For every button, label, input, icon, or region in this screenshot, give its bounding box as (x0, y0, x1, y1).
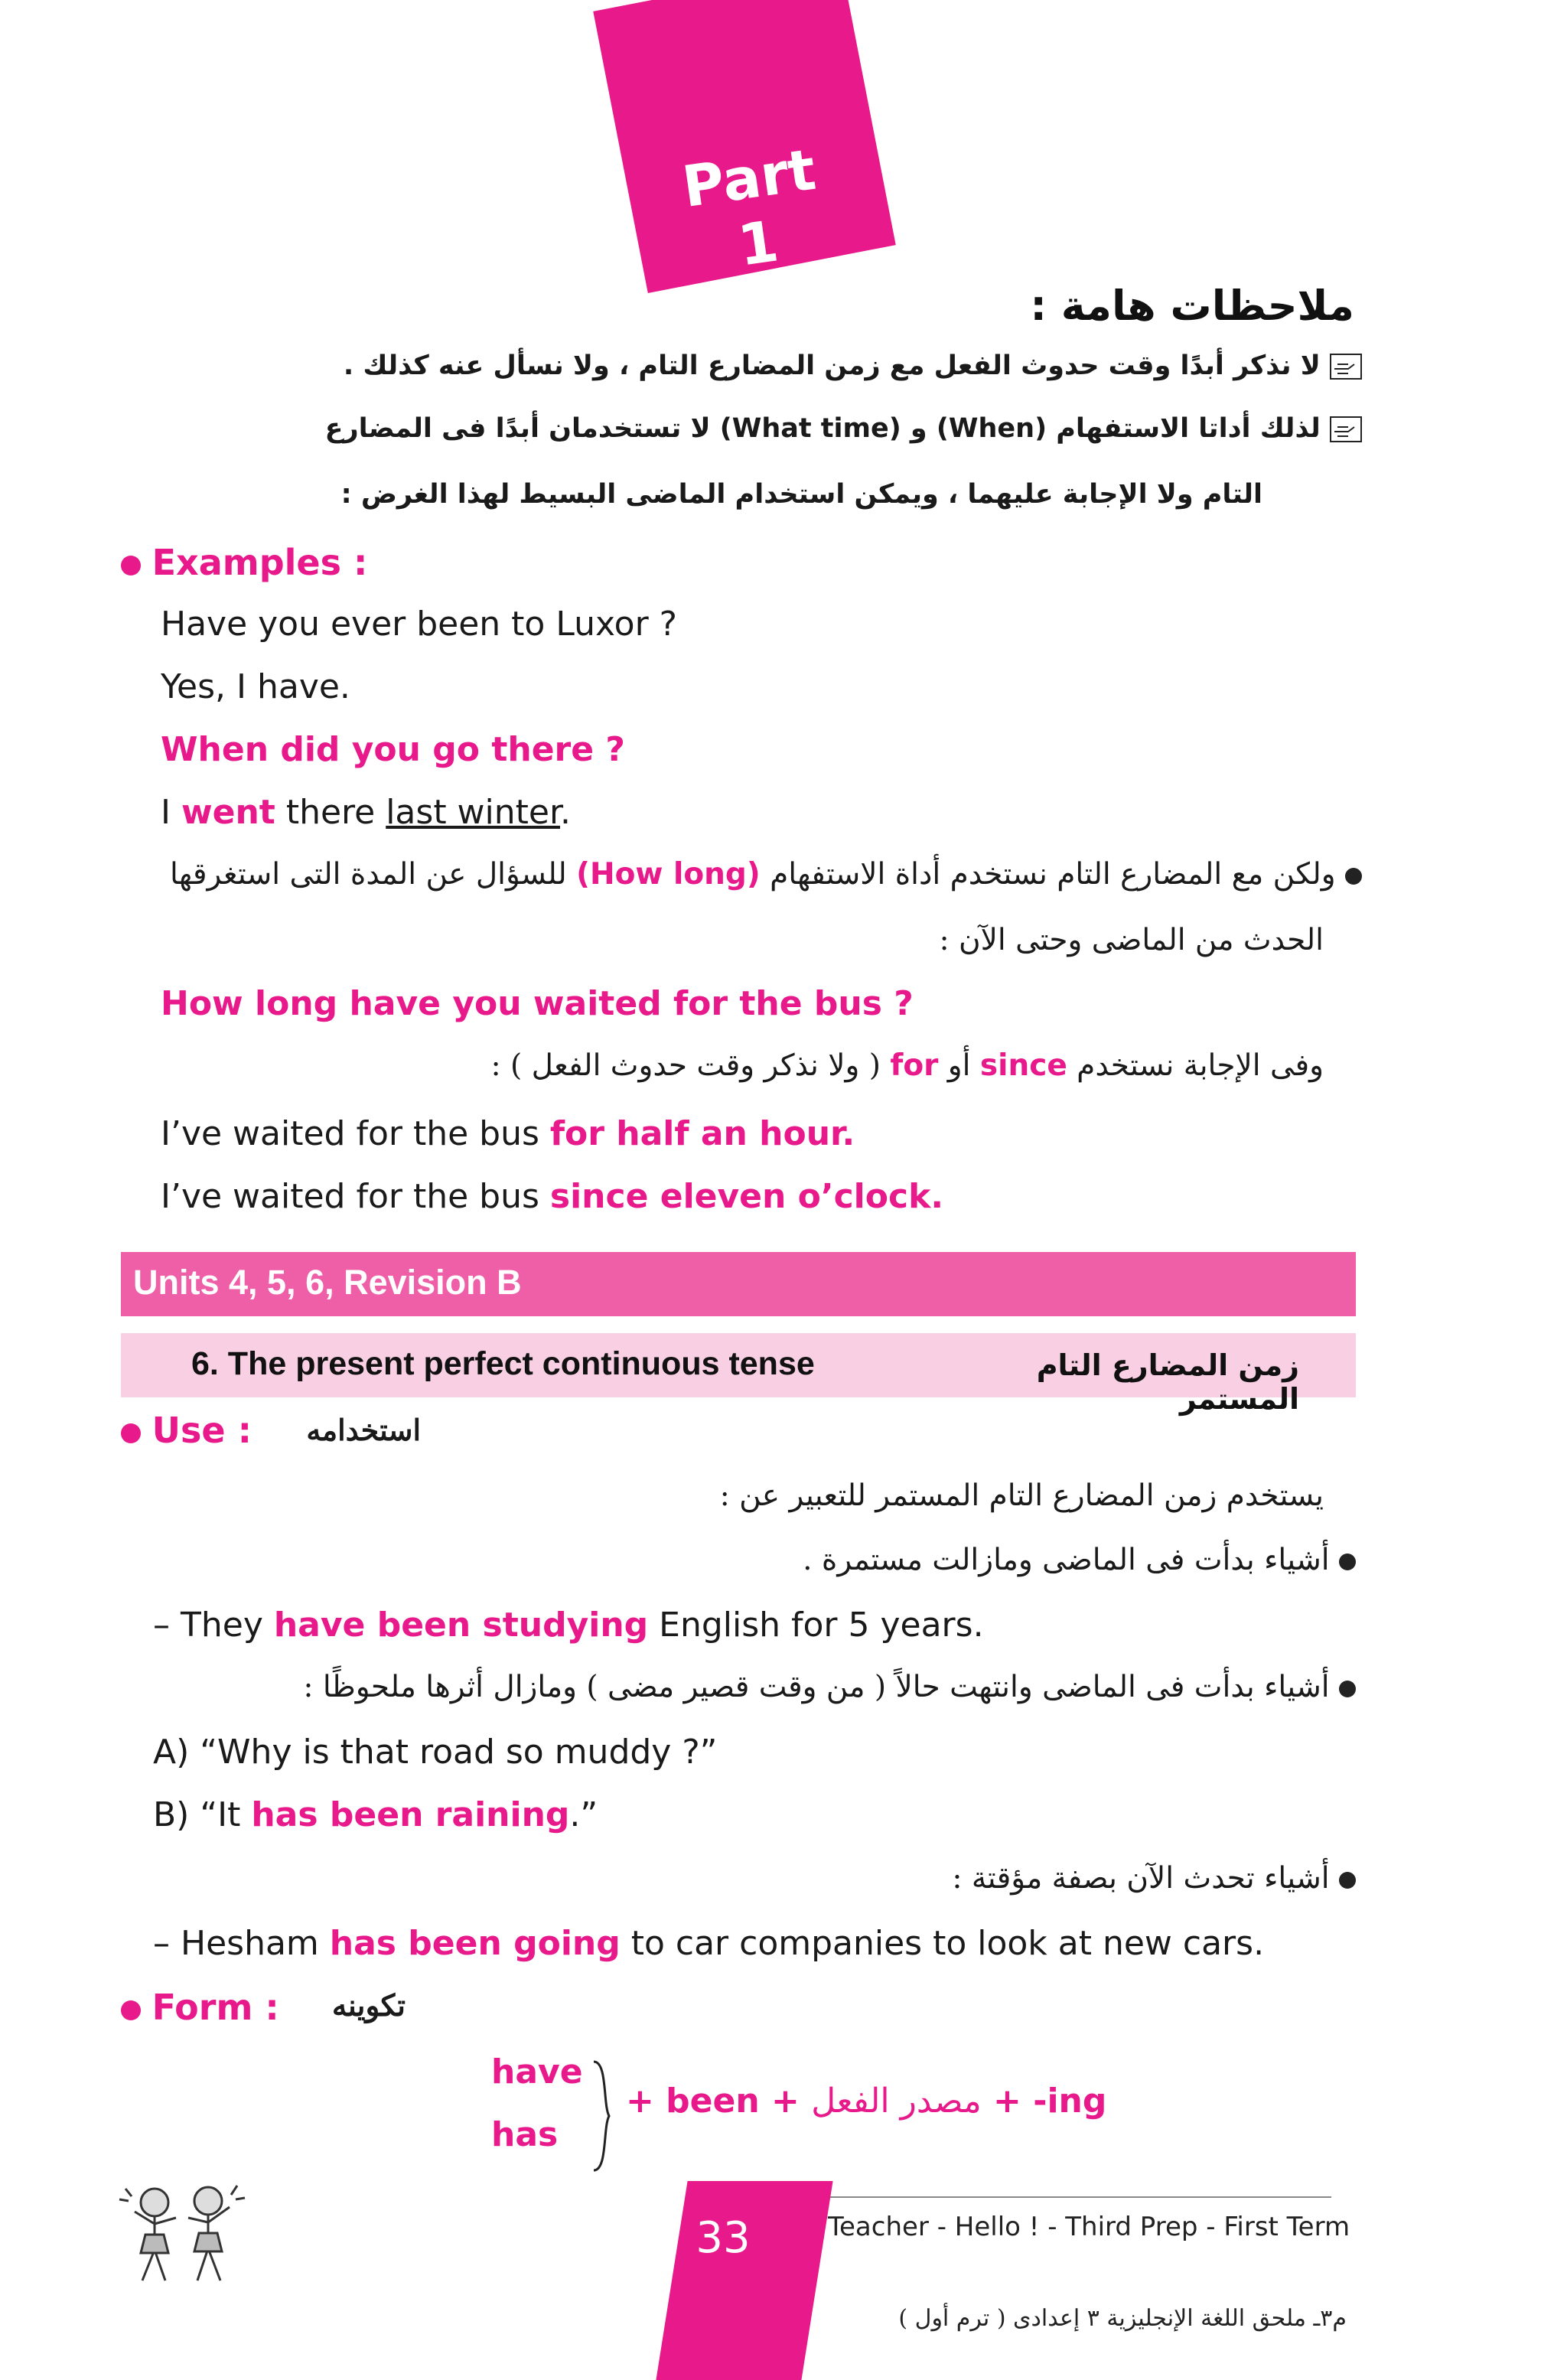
text-part: أو (938, 1048, 980, 1083)
part-label: Part 1 (678, 136, 820, 279)
text-part: ( ولا نذكر وقت حدوث الفعل ) : (490, 1048, 891, 1083)
text-part: I (161, 793, 181, 832)
note-1-text: لا نذكر أبدًا وقت حدوث الفعل مع زمن المضارع التام ، ولا نسأل عنه كذلك . (343, 350, 1321, 381)
notes-title: ملاحظات هامة : (1030, 282, 1354, 330)
text-part: B) “It (153, 1795, 252, 1834)
note-2-line-2: التام ولا الإجابة عليهما ، ويمكن استخدام الماضى البسيط لهذا الغرض : (340, 479, 1262, 510)
howlong-ar-line-2: الحدث من الماضى وحتى الآن : (939, 923, 1324, 957)
bullet-dot (1339, 1872, 1356, 1889)
form-have: have (491, 2052, 583, 2091)
form-ar-label: تكوينه (331, 1988, 406, 2023)
form-brace (591, 2059, 614, 2173)
pointing-hand-icon (1330, 416, 1362, 442)
highlight: for half an hour. (549, 1114, 855, 1153)
pointing-hand-icon (1330, 354, 1362, 380)
use-label: Use : (151, 1410, 252, 1451)
example-line-2: Yes, I have. (161, 667, 350, 706)
howlong-ar-line-3 (459, 1048, 1324, 1083)
howlong-ar-line-1 (122, 857, 1362, 892)
bullet-dot (1339, 1681, 1356, 1697)
text-part: أشياء بدأت فى الماضى وانتهت حالاً ( من وقت قصير مضى ) ومازال أثرها ملحوظًا : (303, 1670, 1330, 1704)
examples-label: Examples : (151, 542, 368, 583)
use-ar-label: استخدامه (306, 1413, 421, 1447)
text-part: – They (153, 1606, 274, 1645)
highlight: have been studying (273, 1606, 649, 1645)
use-example-1 (153, 1606, 984, 1645)
bullet-dot (1339, 1554, 1356, 1570)
subsection-bar (121, 1333, 1356, 1416)
bullet-dot (121, 556, 141, 575)
use-bullet-2 (303, 1670, 1356, 1704)
text-part: للسؤال عن المدة التى استغرقها (170, 857, 577, 892)
text-part: أشياء بدأت فى الماضى ومازالت مستمرة . (803, 1543, 1330, 1577)
text-part: وفى الإجابة نستخدم (1067, 1048, 1324, 1083)
use-heading (121, 1410, 252, 1451)
text-part: I’ve waited for the bus (161, 1177, 550, 1216)
text-part: .” (569, 1795, 598, 1834)
text-part: + been + (626, 2082, 812, 2121)
examples-heading (121, 542, 367, 583)
text-part: ولكن مع المضارع التام نستخدم أداة الاستفهام (760, 857, 1336, 892)
highlight: has been raining (251, 1795, 570, 1834)
highlight: since eleven o’clock. (549, 1177, 944, 1216)
bullet-dot (121, 1423, 141, 1443)
section-bar (121, 1252, 1356, 1316)
form-has: has (491, 2115, 559, 2154)
example-line-1: Have you ever been to Luxor ? (161, 605, 677, 644)
text-part: I’ve waited for the bus (161, 1114, 550, 1153)
highlight: went (181, 793, 275, 832)
note-1 (153, 350, 1362, 381)
use-bullet-3 (842, 1861, 1356, 1896)
highlight: has been going (329, 1924, 621, 1963)
note-2-line-1 (107, 413, 1362, 444)
page-number-ribbon (656, 2181, 832, 2380)
highlight: since (979, 1048, 1067, 1083)
footer-rule (811, 2196, 1331, 2198)
text-part: + -ing (981, 2082, 1107, 2121)
page-number: 33 (696, 2213, 751, 2263)
answer-1 (161, 1114, 855, 1153)
example-line-3: When did you go there ? (161, 730, 625, 769)
underlined-text: last winter (386, 793, 561, 832)
answer-2 (161, 1177, 943, 1216)
subsection-en: 6. The present perfect continuous tense (191, 1345, 815, 1382)
form-formula (626, 2082, 1106, 2121)
use-intro: يستخدم زمن المضارع التام المستمر للتعبير عن : (719, 1479, 1324, 1513)
example-line-4 (161, 793, 571, 832)
section-title: Units 4, 5, 6, Revision B (133, 1263, 522, 1302)
book-title: Teacher - Hello ! - Third Prep - First Term (828, 2212, 1350, 2242)
text-part: to car companies to look at new cars. (620, 1924, 1265, 1963)
highlight: for (890, 1048, 939, 1083)
use-bullet-1 (612, 1543, 1356, 1577)
text-part: there (275, 793, 386, 832)
howlong-question: How long have you waited for the bus ? (161, 984, 914, 1023)
text-part: . (560, 793, 572, 832)
use-example-2: A) “Why is that road so muddy ?” (153, 1733, 718, 1772)
note-2-line-1-text: لذلك أداتا الاستفهام (When) و (What time) لا تستخدمان أبدًا فى المضارع (324, 413, 1321, 444)
bullet-dot (1345, 868, 1362, 885)
kids-illustration (115, 2173, 252, 2288)
highlight: (How long) (576, 857, 761, 892)
text-part: – Hesham (153, 1924, 330, 1963)
text-part: English for 5 years. (648, 1606, 984, 1645)
form-label: Form : (151, 1987, 279, 2028)
use-example-3 (153, 1795, 598, 1834)
text-part: أشياء تحدث الآن بصفة مؤقتة : (952, 1861, 1330, 1896)
subsection-ar: زمن المضارع التام المستمر (1036, 1348, 1299, 1416)
bottom-caption: م٣ـ ملحق اللغة الإنجليزية ٣ إعدادى ( ترم أول ) (898, 2305, 1347, 2332)
use-example-4 (153, 1924, 1264, 1963)
bullet-dot (121, 2000, 141, 2020)
text-part: مصدر الفعل (811, 2082, 982, 2121)
